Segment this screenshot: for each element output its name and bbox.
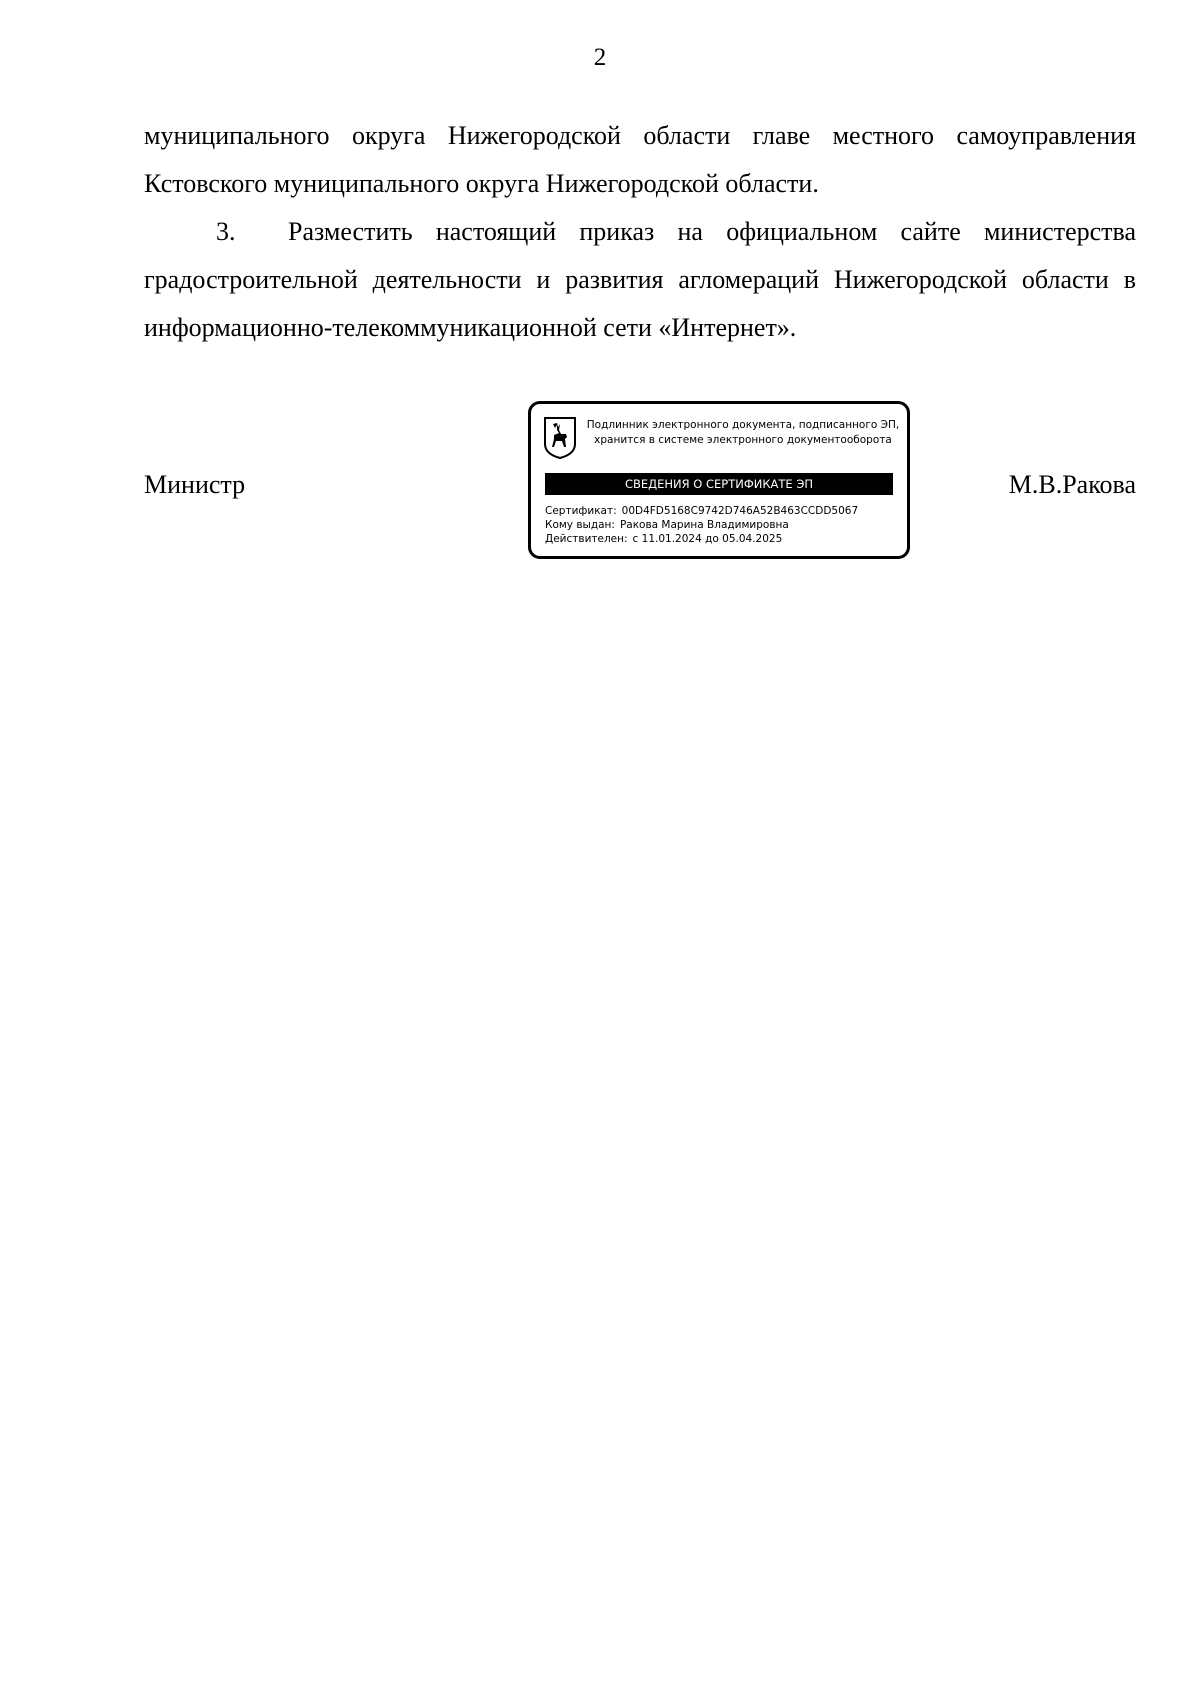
stamp-details bbox=[545, 504, 895, 546]
paragraph-number: 3. bbox=[216, 217, 236, 246]
document-body bbox=[144, 112, 1136, 352]
paragraph-item-3 bbox=[144, 208, 1136, 352]
page-number: 2 bbox=[593, 44, 607, 71]
electronic-signature-stamp bbox=[528, 401, 910, 559]
validity-row bbox=[545, 532, 895, 546]
issued-to-label: Кому выдан: bbox=[545, 519, 615, 531]
paragraph-continuation: муниципального округа Нижегородской области главе местного самоуправления Кстовского муниципального округа Нижегородской области. bbox=[144, 121, 1136, 198]
stamp-header bbox=[585, 418, 901, 448]
validity-label: Действителен: bbox=[545, 533, 628, 545]
paragraph-text: Разместить настоящий приказ на официальном сайте министерства градостроительной деятельности и развития агломераций Нижегородской области в информационно-телекоммуникационной сети «Интернет». bbox=[144, 217, 1136, 342]
signatory-name: М.В.Ракова bbox=[1008, 470, 1136, 499]
validity-value: с 11.01.2024 до 05.04.2025 bbox=[632, 533, 783, 545]
certificate-label: Сертификат: bbox=[545, 505, 617, 517]
issued-to-value: Ракова Марина Владимировна bbox=[619, 519, 789, 531]
certificate-value: 00D4FD5168C9742D746A52B463CCDD5067 bbox=[621, 505, 859, 517]
stamp-header-line: Подлинник электронного документа, подписанного ЭП, bbox=[586, 419, 900, 431]
signatory-position: Министр bbox=[144, 470, 246, 499]
stamp-header-line: хранится в системе электронного документооборота bbox=[594, 434, 892, 446]
stamp-title-bar: СВЕДЕНИЯ О СЕРТИФИКАТЕ ЭП bbox=[545, 473, 893, 495]
coat-of-arms-deer-icon bbox=[543, 416, 577, 460]
issued-to-row bbox=[545, 518, 895, 532]
certificate-row bbox=[545, 504, 895, 518]
